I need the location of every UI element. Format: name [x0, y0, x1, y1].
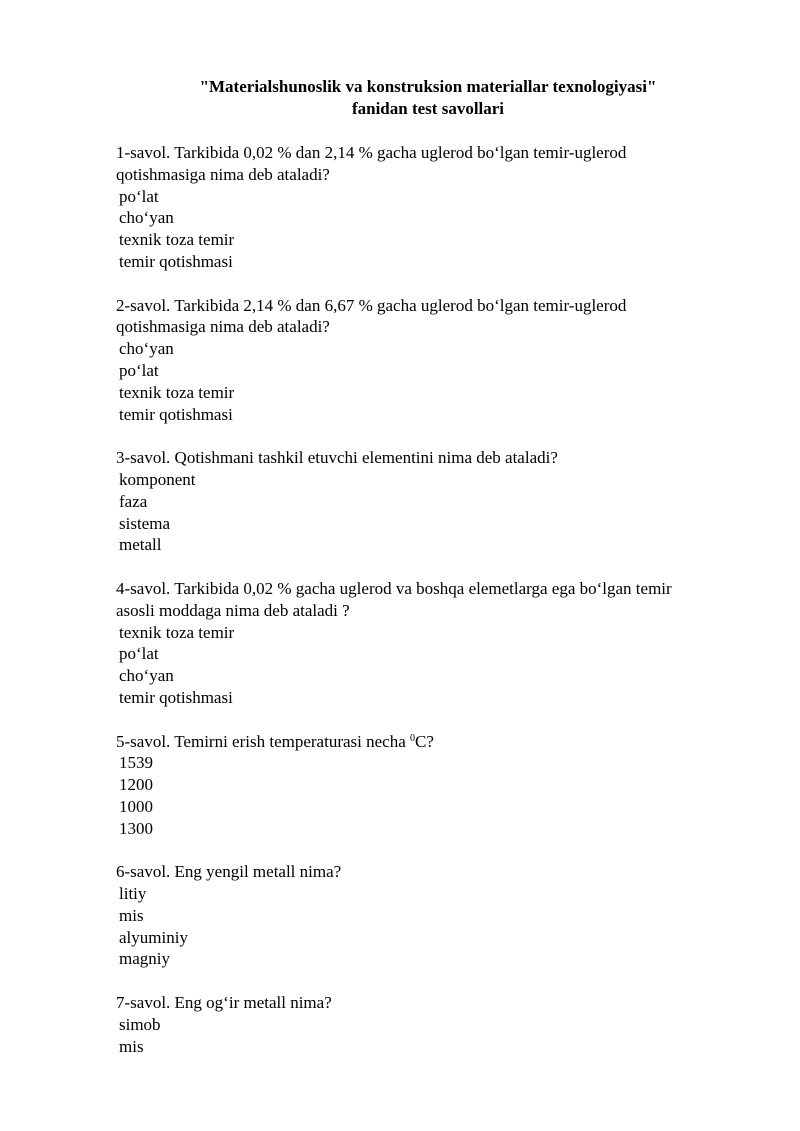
answer-option: mis — [119, 905, 144, 925]
answer-option: faza — [119, 491, 148, 511]
question-text: 1-savol. Tarkibida 0,02 % dan 2,14 % gacha uglerod bo‘lgan temir-uglerod — [116, 143, 627, 162]
document-title — [0, 76, 800, 120]
answer-option: alyuminiy — [119, 927, 188, 947]
answer-option: po‘lat — [119, 360, 159, 380]
answer-option: temir qotishmasi — [119, 251, 233, 271]
answer-option: sistema — [119, 513, 170, 533]
answer-option: cho‘yan — [119, 666, 174, 686]
answer-option: komponent — [119, 469, 196, 489]
question-text: asosli moddaga nima deb ataladi ? — [116, 600, 350, 620]
answer-option: magniy — [119, 949, 170, 969]
answer-option: mis — [119, 1036, 144, 1056]
question-text-main: 5-savol. Temirni erish temperaturasi necha — [116, 731, 406, 751]
title-line-2: fanidan test savollari — [351, 99, 505, 118]
degree-unit: C? — [415, 731, 434, 751]
answer-option: cho‘yan — [119, 339, 174, 359]
question-4 — [116, 578, 756, 709]
answer-option: 1539 — [119, 753, 153, 773]
answer-option: simob — [119, 1014, 161, 1034]
answer-option: texnik toza temir — [119, 230, 235, 250]
question-text: 7-savol. Eng og‘ir metall nima? — [116, 993, 332, 1013]
question-list — [116, 142, 756, 1079]
question-text: qotishmasiga nima deb ataladi? — [116, 317, 330, 337]
answer-option: cho‘yan — [119, 208, 174, 228]
answer-option: temir qotishmasi — [119, 404, 233, 424]
answer-option: metall — [119, 535, 162, 555]
question-5 — [116, 731, 756, 840]
question-text: 6-savol. Eng yengil metall nima? — [116, 862, 342, 882]
title-line-1: "Materialshunoslik va konstruksion materiallar texnologiyasi" — [199, 77, 657, 96]
answer-option: 1200 — [119, 775, 153, 795]
answer-option: 1000 — [119, 796, 153, 816]
question-text: 4-savol. Tarkibida 0,02 % gacha uglerod va boshqa elemetlarga ega bo‘lgan temir — [116, 578, 672, 598]
answer-option: texnik toza temir — [119, 382, 235, 402]
question-7 — [116, 992, 756, 1057]
question-6 — [116, 861, 756, 970]
question-2 — [116, 295, 756, 426]
answer-option: temir qotishmasi — [119, 687, 233, 707]
question-text: 3-savol. Qotishmani tashkil etuvchi elementini nima deb ataladi? — [116, 448, 558, 468]
answer-option: po‘lat — [119, 186, 159, 206]
question-text — [116, 731, 756, 753]
answer-option: 1300 — [119, 818, 153, 838]
question-3 — [116, 447, 756, 556]
question-text: 2-savol. Tarkibida 2,14 % dan 6,67 % gacha uglerod bo‘lgan temir-uglerod — [116, 295, 627, 315]
question-1 — [116, 142, 756, 273]
answer-option: po‘lat — [119, 644, 159, 664]
question-text: qotishmasiga nima deb ataladi? — [116, 164, 330, 184]
answer-option: litiy — [119, 884, 147, 904]
answer-option: texnik toza temir — [119, 622, 235, 642]
degree-superscript: 0 — [410, 732, 416, 744]
